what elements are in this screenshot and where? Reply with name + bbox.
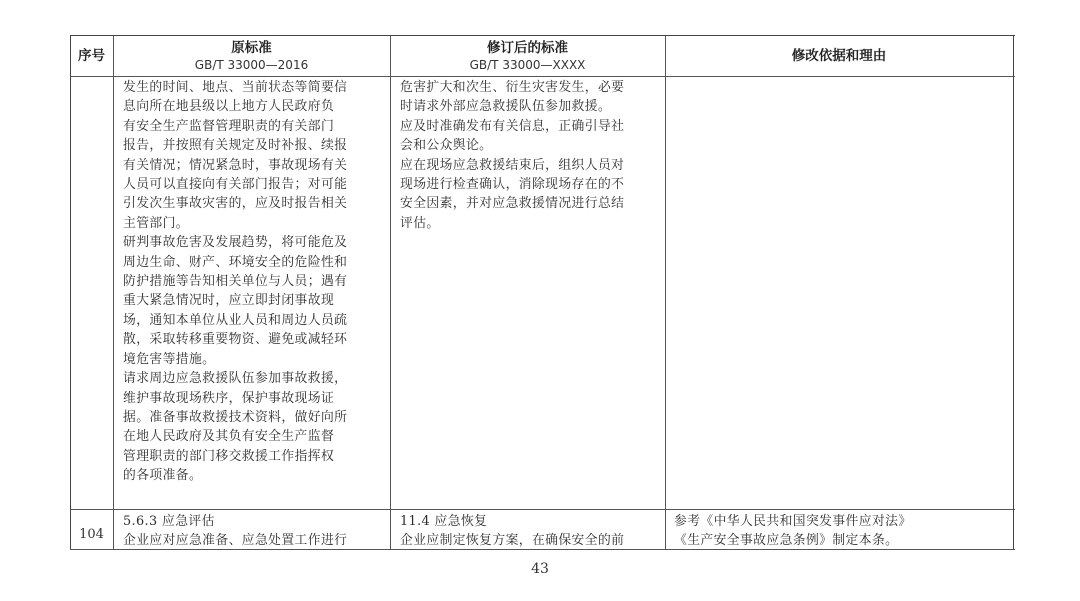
text-line: 引发次生事故灾害的，应及时报告相关 [123, 196, 348, 212]
header-seq-label: 序号 [78, 47, 105, 64]
column-divider [665, 36, 666, 549]
text-line: 发生的时间、地点、当前状态等简要信 [123, 80, 348, 95]
text-line: 主管部门。 [123, 215, 189, 231]
text-line: 在地人民政府及其负有安全生产监督 [123, 429, 335, 445]
text-line: 据。准备事故救援技术资料，做好向所 [123, 409, 348, 425]
header-reason-label: 修改依据和理由 [791, 47, 887, 64]
page-number: 43 [531, 561, 549, 577]
text-line: 评估。 [400, 215, 440, 231]
row-divider [70, 509, 1015, 510]
text-line: 应在现场应急救援结束后，组织人员对 [400, 157, 625, 173]
text-line: 会和公众舆论。 [400, 138, 493, 154]
header-revised [390, 36, 665, 76]
row2-original-text [123, 512, 385, 551]
table-border-right [1013, 36, 1014, 549]
text-line: 息向所在地县级以上地方人民政府负 [123, 99, 335, 115]
text-line: 有安全生产监督管理职责的有关部门 [123, 118, 335, 134]
text-line: 管理职责的部门移交救援工作指挥权 [123, 448, 335, 464]
table-border-left [70, 36, 71, 549]
header-revised-title: 修订后的标准 [487, 39, 568, 56]
header-reason [665, 36, 1013, 76]
text-line: 维护事故现场秩序，保护事故现场证 [123, 390, 335, 406]
column-divider [113, 36, 114, 549]
standards-comparison-table [70, 35, 1015, 550]
text-line: 散，采取转移重要物资、避免或减轻环 [123, 332, 348, 348]
text-line: 防护措施等告知相关单位与人员；遇有 [123, 274, 348, 290]
row2-revised-text [400, 512, 662, 551]
header-original-title: 原标准 [231, 39, 272, 56]
text-line: 境危害等措施。 [123, 351, 216, 367]
header-seq [70, 36, 113, 76]
text-line: 企业应制定恢复方案，在确保安全的前 [400, 533, 625, 549]
text-line: 研判事故危害及发展趋势，将可能危及 [123, 235, 348, 251]
text-line: 周边生命、财产、环境安全的危险性和 [123, 254, 348, 270]
column-divider [390, 36, 391, 549]
text-line: 5.6.3 应急评估 [123, 514, 215, 529]
header-original-code: GB/T 33000—2016 [194, 57, 309, 72]
row1-revised-text [400, 78, 662, 233]
header-revised-code: GB/T 33000—XXXX [469, 57, 586, 72]
text-line: 的各项准备。 [123, 468, 203, 484]
text-line: 人员可以直接向有关部门报告；对可能 [123, 177, 348, 193]
text-line: 重大紧急情况时，应立即封闭事故现 [123, 293, 335, 309]
header-divider [70, 76, 1015, 77]
text-line: 请求周边应急救援队伍参加事故救援， [123, 371, 348, 387]
text-line: 《生产安全事故应急条例》制定本条。 [674, 533, 899, 549]
text-line: 报告，并按照有关规定及时补报、续报 [123, 138, 348, 154]
row2-reason-text [674, 512, 1010, 551]
text-line: 应及时准确发布有关信息，正确引导社 [400, 118, 625, 134]
text-line: 11.4 应急恢复 [400, 514, 488, 529]
row1-original-text [123, 78, 385, 486]
text-line: 现场进行检查确认，消除现场存在的不 [400, 177, 625, 193]
text-line: 场，通知本单位从业人员和周边人员疏 [123, 312, 348, 328]
text-line: 安全因素，并对应急救援情况进行总结 [400, 196, 625, 212]
text-line: 时请求外部应急救援队伍参加救援。 [400, 99, 612, 115]
text-line: 参考《中华人民共和国突发事件应对法》 [674, 514, 912, 529]
text-line: 有关情况；情况紧急时，事故现场有关 [123, 157, 348, 173]
text-line: 危害扩大和次生、衍生灾害发生，必要 [400, 80, 625, 95]
row2-seq-number: 104 [79, 527, 104, 542]
header-original [113, 36, 390, 76]
text-line: 企业应对应急准备、应急处置工作进行 [123, 533, 348, 549]
